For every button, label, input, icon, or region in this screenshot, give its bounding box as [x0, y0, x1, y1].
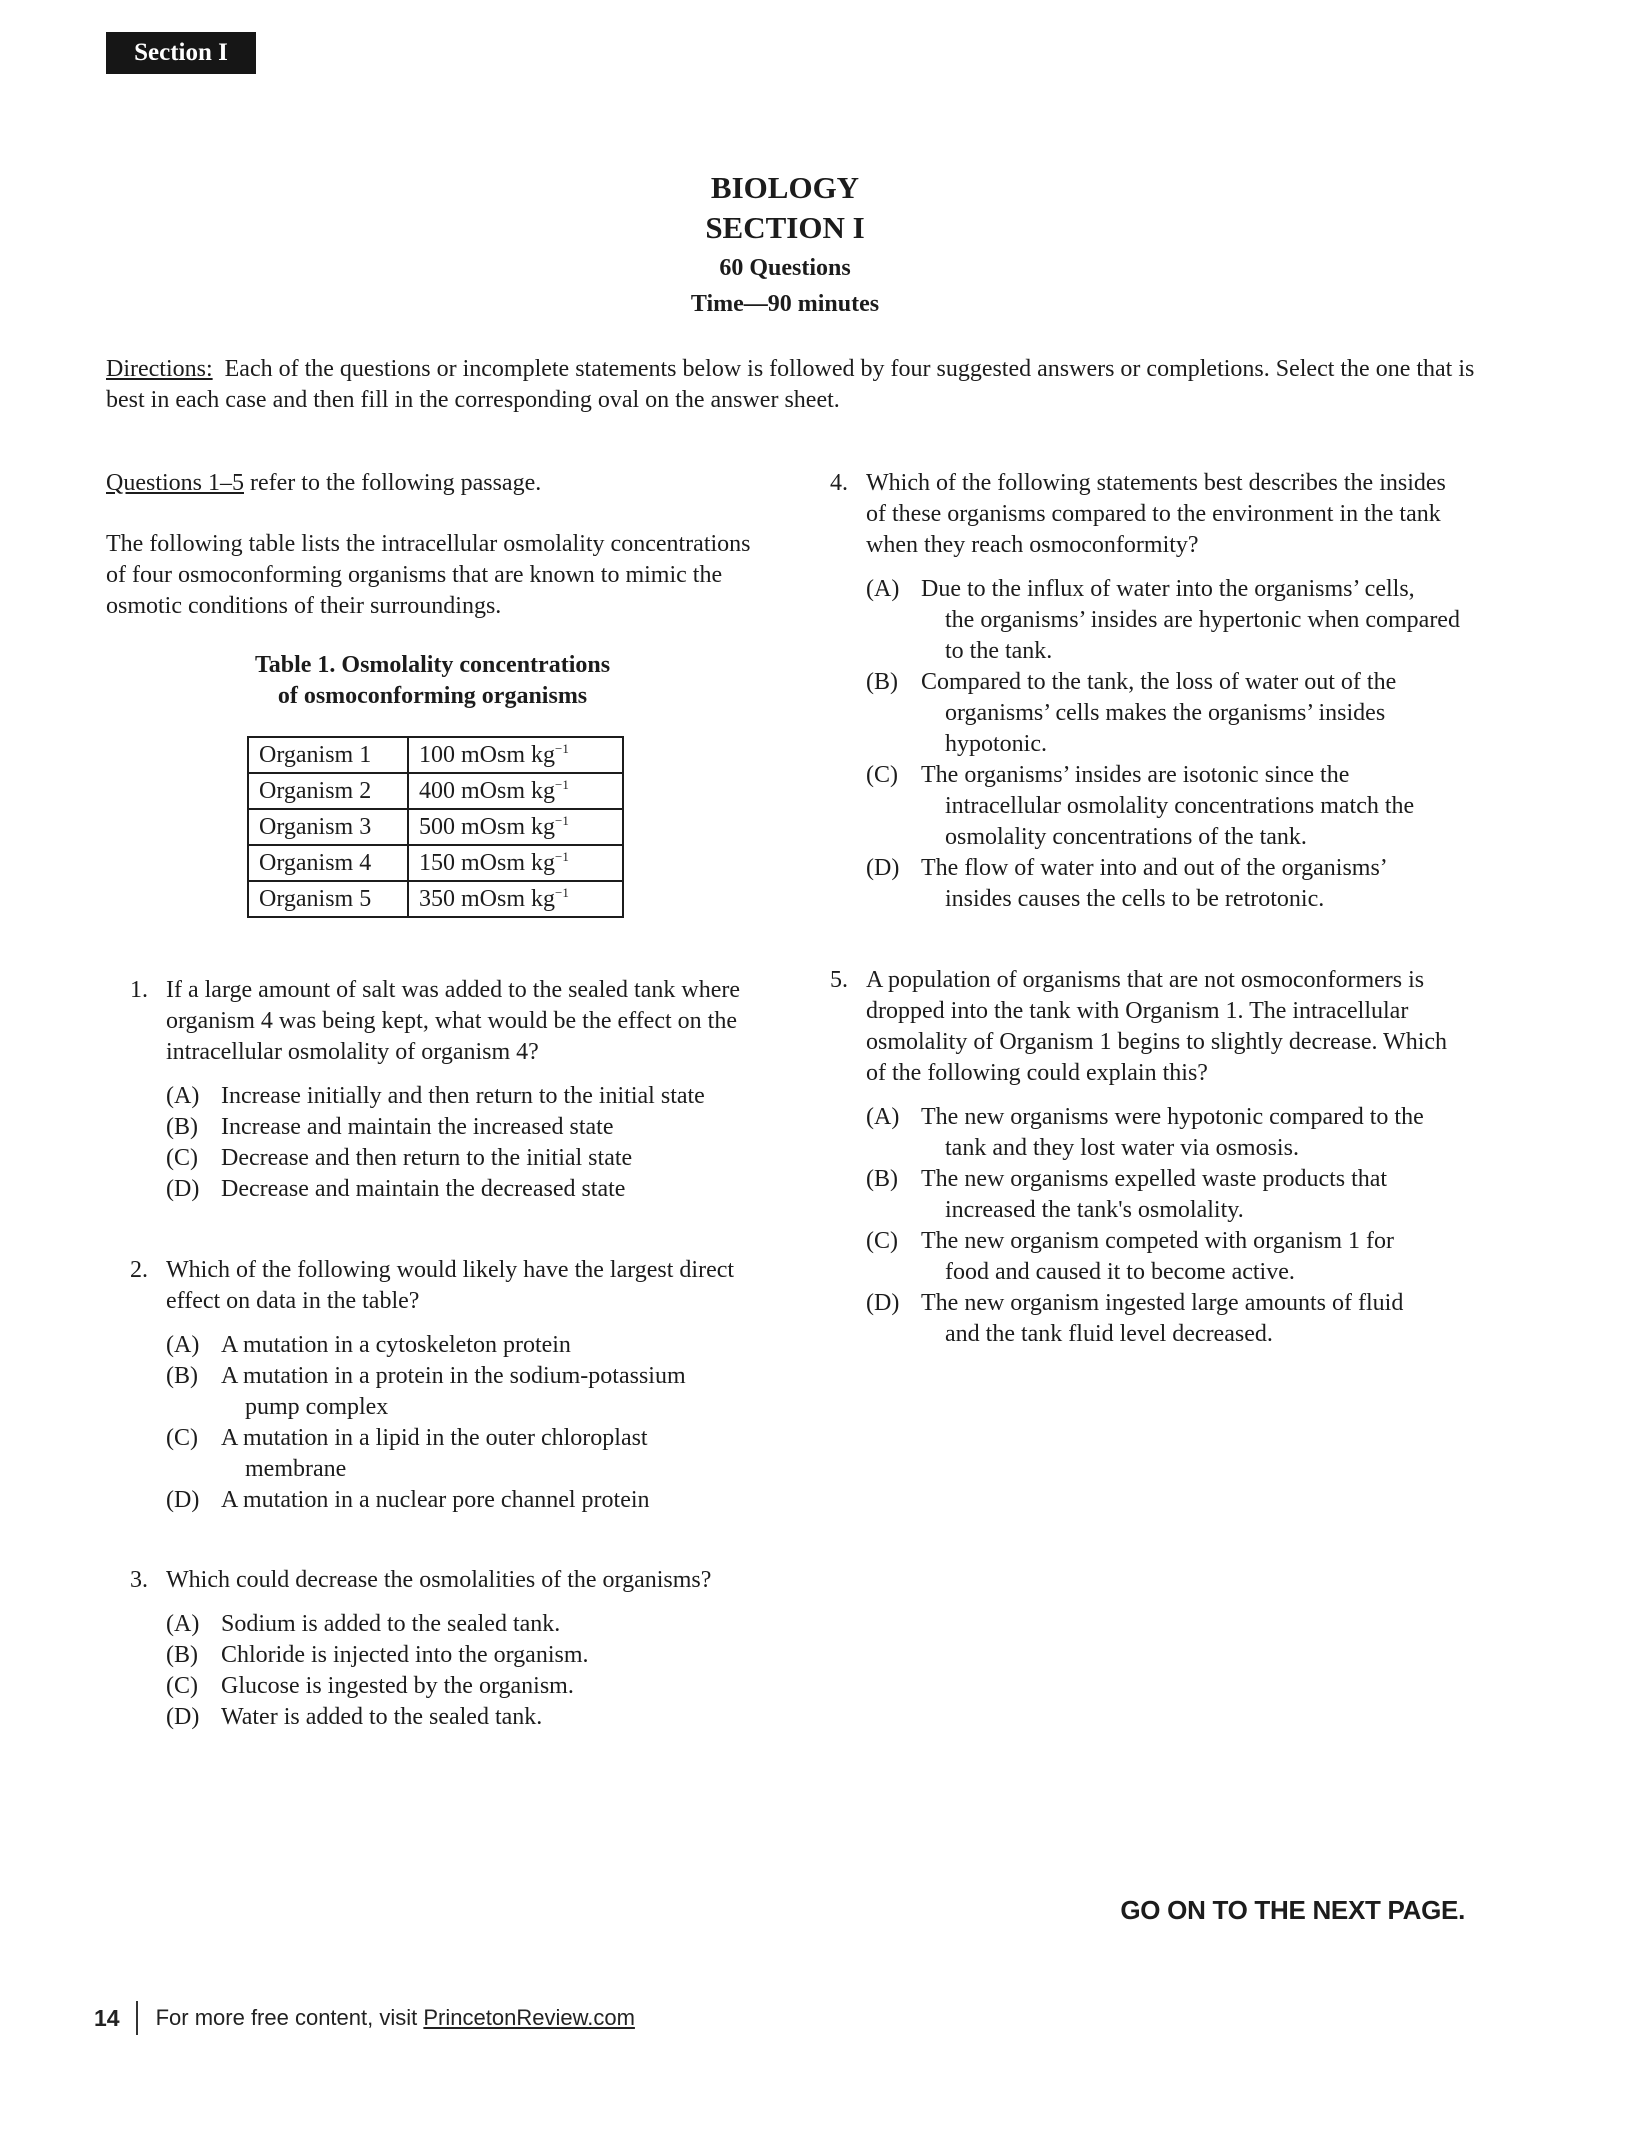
next-page-notice: GO ON TO THE NEXT PAGE. [1120, 1895, 1465, 1925]
choice-text-continued: the organisms’ insides are hypertonic when compared to the tank. [945, 607, 1460, 664]
choice-text: Increase and maintain the increased state [221, 1114, 614, 1140]
choice-text: Decrease and maintain the decreased state [221, 1176, 626, 1202]
answer-choice-b[interactable] [866, 1164, 1470, 1226]
osmolality-cell [408, 737, 623, 773]
answer-choice-c[interactable] [166, 1671, 790, 1702]
choice-text: The new organism competed with organism 1 for [921, 1228, 1395, 1254]
choice-letter: (D) [166, 1704, 200, 1730]
table-row [248, 881, 623, 917]
choice-text-continued: and the tank fluid level decreased. [945, 1321, 1273, 1347]
passage [106, 468, 766, 622]
choice-letter: (C) [866, 762, 898, 788]
osmolality-value: 150 mOsm kg [419, 850, 556, 876]
osmolality-value: 400 mOsm kg [419, 778, 556, 804]
choice-letter: (C) [866, 1228, 898, 1254]
choice-text-continued: intracellular osmolality concentrations match the osmolality concentrations of the tank. [945, 793, 1415, 850]
directions-text: Each of the questions or incomplete statements below is followed by four suggested answers or completions. Select the one that is best in each case and then fill in the corresponding oval on the answer sheet. [106, 356, 1475, 413]
choice-letter: (A) [166, 1611, 200, 1637]
table-row [248, 737, 623, 773]
answer-choice-c[interactable] [166, 1423, 770, 1485]
question-number: 5. [830, 967, 848, 993]
answer-choices [866, 574, 1470, 915]
answer-choice-b[interactable] [166, 1640, 790, 1671]
choice-text-continued: increased the tank's osmolality. [945, 1197, 1244, 1223]
choice-text: Water is added to the sealed tank. [221, 1704, 543, 1730]
choice-letter: (B) [166, 1363, 198, 1389]
choice-text-continued: membrane [245, 1456, 347, 1482]
question-stem: If a large amount of salt was added to the sealed tank where organism 4 was being kept, what would be the effect on the intracellular osmolality of organism 4? [166, 977, 741, 1065]
choice-letter: (B) [166, 1642, 198, 1668]
unit-exponent: −1 [555, 813, 569, 828]
passage-reference-text: refer to the following passage. [244, 470, 542, 496]
section-tab [106, 32, 256, 74]
question-number: 1. [130, 977, 148, 1003]
page-footer [94, 2000, 635, 2036]
question-4 [830, 468, 1470, 915]
answer-choice-b[interactable] [166, 1112, 770, 1143]
answer-choices [866, 1102, 1470, 1350]
princeton-review-link[interactable]: PrincetonReview.com [423, 2005, 635, 2030]
question-stem: Which of the following would likely have the largest direct effect on data in the table? [166, 1257, 735, 1314]
choice-letter: (A) [866, 1104, 900, 1130]
footer-text: For more free content, visit [155, 2005, 418, 2030]
passage-text: The following table lists the intracellular osmolality concentrations of four osmoconforming organisms that are known to mimic the osmotic conditions of their surroundings. [106, 531, 751, 619]
question-2 [130, 1255, 770, 1516]
table-row [248, 809, 623, 845]
question-number: 4. [830, 470, 848, 496]
organism-cell: Organism 3 [248, 809, 408, 845]
unit-exponent: −1 [555, 849, 569, 864]
question-5 [830, 965, 1470, 1350]
choice-letter: (C) [166, 1425, 198, 1451]
choice-letter: (B) [866, 1166, 898, 1192]
unit-exponent: −1 [555, 741, 569, 756]
choice-text: A mutation in a protein in the sodium-potassium [221, 1363, 686, 1389]
question-3 [130, 1565, 790, 1733]
answer-choice-a[interactable] [866, 1102, 1470, 1164]
answer-choice-a[interactable] [166, 1081, 770, 1112]
answer-choice-d[interactable] [166, 1174, 770, 1205]
answer-choice-c[interactable] [166, 1143, 770, 1174]
page-title-block [0, 168, 1570, 322]
choice-letter: (A) [866, 576, 900, 602]
subject-title: BIOLOGY [710, 170, 860, 205]
choice-text: The new organism ingested large amounts of fluid [921, 1290, 1404, 1316]
answer-choice-c[interactable] [866, 760, 1470, 853]
answer-choices [166, 1609, 790, 1733]
table-caption-line-2: of osmoconforming organisms [277, 683, 588, 709]
choice-text: The new organisms were hypotonic compared to the [921, 1104, 1424, 1130]
section-tab-label: Section I [134, 39, 228, 66]
osmolality-cell [408, 845, 623, 881]
question-stem: Which of the following statements best describes the insides of these organisms compared to the environment in the tank when they reach osmoconformity? [866, 470, 1446, 558]
section-title: SECTION I [705, 210, 865, 245]
osmolality-cell [408, 809, 623, 845]
choice-text: A mutation in a lipid in the outer chloroplast [221, 1425, 648, 1451]
answer-choice-d[interactable] [866, 1288, 1470, 1350]
choice-text-continued: tank and they lost water via osmosis. [945, 1135, 1299, 1161]
answer-choice-d[interactable] [866, 853, 1470, 915]
choice-letter: (C) [166, 1673, 198, 1699]
osmolality-cell [408, 773, 623, 809]
question-1 [130, 975, 770, 1205]
choice-text-continued: insides causes the cells to be retrotonic. [945, 886, 1325, 912]
choice-text: A mutation in a cytoskeleton protein [221, 1332, 571, 1358]
choice-text: The organisms’ insides are isotonic since the [921, 762, 1350, 788]
choice-text: Compared to the tank, the loss of water out of the [921, 669, 1397, 695]
footer-divider [136, 2001, 138, 2035]
unit-exponent: −1 [555, 777, 569, 792]
choice-text: Due to the influx of water into the organisms’ cells, [921, 576, 1415, 602]
choice-text: A mutation in a nuclear pore channel protein [221, 1487, 650, 1513]
choice-text: Chloride is injected into the organism. [221, 1642, 589, 1668]
organism-cell: Organism 5 [248, 881, 408, 917]
passage-reference [106, 468, 766, 499]
choice-text: The new organisms expelled waste products that [921, 1166, 1388, 1192]
answer-choices [166, 1330, 770, 1516]
passage-reference-label: Questions 1–5 [106, 470, 244, 496]
osmolality-table [247, 736, 624, 918]
choice-text: Increase initially and then return to the initial state [221, 1083, 705, 1109]
choice-text: Decrease and then return to the initial state [221, 1145, 633, 1171]
answer-choice-d[interactable] [166, 1485, 770, 1516]
answer-choices [166, 1081, 770, 1205]
unit-exponent: −1 [555, 885, 569, 900]
osmolality-value: 100 mOsm kg [419, 742, 556, 768]
question-count: 60 Questions [719, 255, 851, 281]
choice-text-continued: pump complex [245, 1394, 389, 1420]
choice-letter: (C) [166, 1145, 198, 1171]
choice-letter: (D) [166, 1487, 200, 1513]
directions [106, 354, 1486, 416]
choice-text: The flow of water into and out of the organisms’ [921, 855, 1388, 881]
answer-choice-a[interactable] [166, 1609, 790, 1640]
question-number: 3. [130, 1567, 148, 1593]
choice-letter: (D) [166, 1176, 200, 1202]
choice-text-continued: food and caused it to become active. [945, 1259, 1295, 1285]
choice-letter: (B) [866, 669, 898, 695]
answer-choice-a[interactable] [866, 574, 1470, 667]
answer-choice-d[interactable] [166, 1702, 790, 1733]
osmolality-cell [408, 881, 623, 917]
choice-letter: (D) [866, 1290, 900, 1316]
table-caption-line-1: Table 1. Osmolality concentrations [254, 652, 611, 678]
answer-choice-b[interactable] [166, 1361, 770, 1423]
choice-letter: (A) [166, 1332, 200, 1358]
page-number: 14 [94, 2004, 120, 2031]
answer-choice-c[interactable] [866, 1226, 1470, 1288]
time-limit: Time—90 minutes [690, 291, 880, 317]
table-caption [230, 650, 635, 712]
table-row [248, 773, 623, 809]
question-stem: Which could decrease the osmolalities of the organisms? [166, 1567, 712, 1593]
question-stem: A population of organisms that are not osmoconformers is dropped into the tank with Organism 1. The intracellular osmolality of Organism 1 begins to slightly decrease. Which of the following could explain this? [866, 967, 1448, 1086]
question-number: 2. [130, 1257, 148, 1283]
answer-choice-b[interactable] [866, 667, 1470, 760]
table-row [248, 845, 623, 881]
osmolality-value: 350 mOsm kg [419, 886, 556, 912]
choice-letter: (D) [866, 855, 900, 881]
organism-cell: Organism 4 [248, 845, 408, 881]
choice-text-continued: organisms’ cells makes the organisms’ insides hypotonic. [945, 700, 1386, 757]
organism-cell: Organism 1 [248, 737, 408, 773]
directions-label: Directions: [106, 356, 213, 382]
choice-letter: (B) [166, 1114, 198, 1140]
choice-text: Sodium is added to the sealed tank. [221, 1611, 561, 1637]
answer-choice-a[interactable] [166, 1330, 770, 1361]
organism-cell: Organism 2 [248, 773, 408, 809]
osmolality-value: 500 mOsm kg [419, 814, 556, 840]
choice-letter: (A) [166, 1083, 200, 1109]
choice-text: Glucose is ingested by the organism. [221, 1673, 574, 1699]
